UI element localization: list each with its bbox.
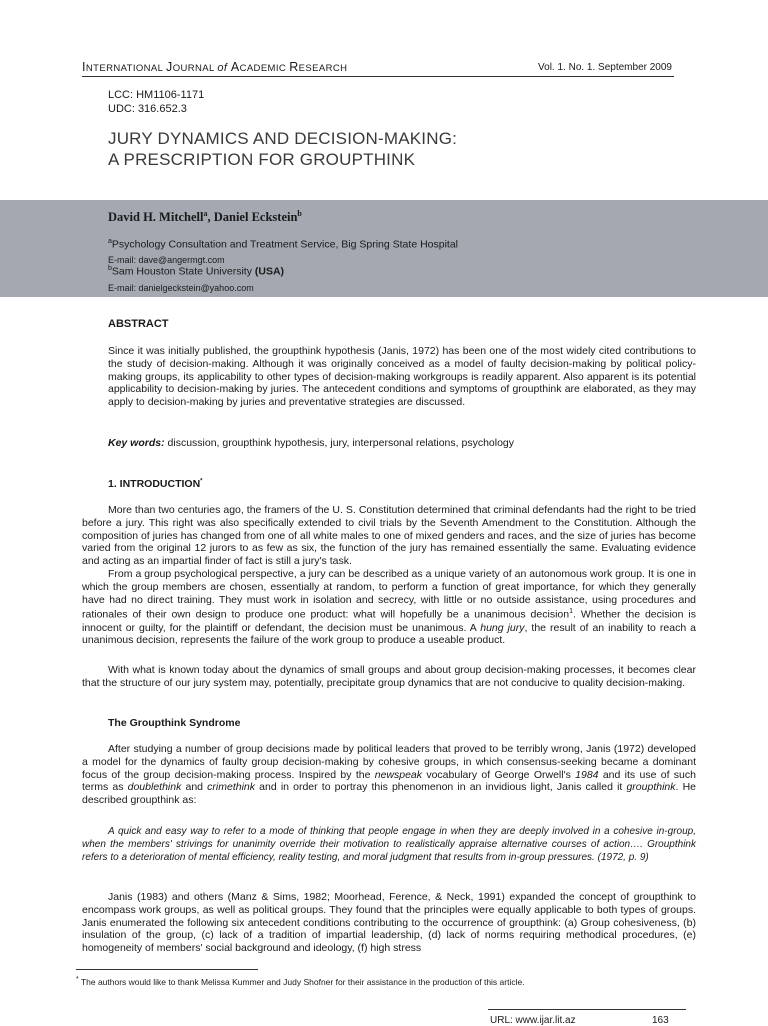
groupthink-paragraph-2: Janis (1983) and others (Manz & Sims, 1982; Moorhead, Ference, & Neck, 1991) expanded the concept of groupthink to encompass work groups, as well as political groups. They found that the principles were equally applicable to both types of groups. Janis enumerated the following six antecedent conditions contributing to the occurrence of groupthink: (a) Group cohesiveness, (b) insulation of the group, (c) lack of a tradition of impartial leadership, (d) lack of norms requiring methodical procedures, (e) homogeneity of members' social background and ideology, (f) high stress	[82, 891, 696, 955]
volume-info: Vol. 1. No. 1. September 2009	[538, 62, 672, 73]
lcc-code: LCC: HM1106-1171	[108, 89, 205, 101]
author-1-sup: a	[203, 209, 208, 218]
gt-p1-c: and its use of such terms as	[82, 768, 696, 794]
journal-name-part: ESEARCH	[298, 63, 348, 74]
journal-name-part: I	[82, 60, 86, 74]
intro-heading	[108, 478, 203, 490]
author-list	[108, 209, 302, 225]
journal-name-part: J	[166, 60, 173, 74]
journal-name	[82, 60, 347, 74]
author-1: David H. Mitchell	[108, 210, 204, 225]
gt-p1-f: . He described groupthink as:	[82, 781, 696, 807]
affiliation-a-text: Psychology Consultation and Treatment Service, Big Spring State Hospital	[111, 238, 459, 251]
journal-name-part: CADEMIC	[239, 63, 290, 74]
intro-paragraph-1: More than two centuries ago, the framers of the U. S. Constitution determined that criminal defendants had the right to be tried before a jury. This right was also specifically extended to civil trials by the Seventh Amendment to the Constitution. Although the composition of juries has changed from one of all white males to one of mixed genders and races, and the size of juries has become varied from the original 12 jurors to as few as six, the function of the jury has remained essentially the same. Evaluating evidence and acting as an impartial finder of fact is still a jury's task.	[82, 504, 696, 568]
journal-name-part: A	[230, 60, 240, 74]
gt-p1-a: After studying a number of group decisions made by political leaders that proved to be terribly wrong, Janis (1972) developed a model for the dynamics of faulty group decision-making by cohesive groups, in which consensus-seeking became a dominant focus of the group decision-making process. Inspired by the	[82, 743, 696, 781]
abstract-text: Since it was initially published, the groupthink hypothesis (Janis, 1972) has been one of the most widely cited contributions to the study of decision-making. Although it was originally conceived as a model of faulty decision-making by political policy-making groups, its applicability to other types of decision-making workgroups is readily apparent. Also apparent is its potential applicability to decision-making by juries. The antecedent conditions and symptoms of groupthink are elaborated, as they may apply to decision-making by juries and preventative strategies are discussed.	[108, 345, 696, 409]
intro-p2-b: . Whether the decision is innocent or guilty, for the plaintiff or defendant, the decision must be unanimous. A	[82, 608, 696, 634]
page-number: 163	[652, 1015, 669, 1026]
gt-p1-d: and	[181, 781, 208, 794]
gt-p1-em5: groupthink	[626, 781, 676, 794]
author-2: Daniel Eckstein	[213, 210, 298, 225]
gt-p1-em3: doublethink	[127, 781, 182, 794]
affiliation-a	[108, 238, 458, 251]
udc-code: UDC: 316.652.3	[108, 103, 187, 115]
intro-p2-a: From a group psychological perspective, a jury can be described as a unique variety of an autonomous work group. It is one in which the group members are chosen, essentially at random, to perform a function of great importance, for which they generally have had no direct training. They must work in isolation and secrecy, with little or no outside assistance, using procedures and rationales of their own design to produce one product: what will hopefully be a unanimous decision	[82, 568, 696, 621]
intro-paragraph-2	[82, 568, 696, 647]
footnote-rule	[76, 969, 258, 970]
gt-p1-em2: 1984	[575, 768, 599, 781]
intro-paragraph-3: With what is known today about the dynamics of small groups and about group decision-making processes, it becomes clear that the structure of our jury system may, potentially, precipitate group dynamics that are not conducive to quality decision-making.	[82, 664, 696, 689]
title-line-2: A PRESCRIPTION FOR GROUPTHINK	[108, 150, 416, 169]
affiliation-b-text: Sam Houston State University	[111, 265, 255, 278]
author-separator: ,	[207, 210, 214, 225]
intro-p2-em: hung jury	[480, 621, 525, 634]
author-2-sup: b	[297, 209, 302, 218]
footnote-sup: *	[76, 976, 79, 983]
groupthink-quote: A quick and easy way to refer to a mode of thinking that people engage in when they are deeply involved in a cohesive in-group, when the members' strivings for unanimity override their motivation to realistically appraise alternative courses of action…. Groupthink refers to a deterioration of mental efficiency, reality testing, and moral judgment that results from in-group pressures. (1972, p. 9)	[82, 826, 696, 863]
header-rule	[82, 76, 674, 77]
affiliation-b-sup: b	[108, 265, 112, 272]
title-line-1: JURY DYNAMICS AND DECISION-MAKING:	[108, 129, 458, 148]
journal-name-part: R	[289, 60, 299, 74]
gt-p1-em1: newspeak	[374, 768, 423, 781]
keywords-text: discussion, groupthink hypothesis, jury, interpersonal relations, psychology	[164, 437, 515, 449]
email-a: E-mail: dave@angermgt.com	[108, 255, 225, 265]
footer-url: URL: www.ijar.lit.az	[490, 1015, 576, 1026]
intro-heading-sup: *	[200, 478, 203, 485]
footer-rule	[488, 1009, 686, 1010]
affiliation-b-country: (USA)	[254, 265, 285, 278]
classification-codes	[108, 88, 204, 116]
paper-title	[108, 128, 457, 170]
intro-p2-sup: 1	[569, 608, 573, 616]
abstract-heading: ABSTRACT	[108, 318, 169, 330]
email-b: E-mail: danielgeckstein@yahoo.com	[108, 283, 254, 293]
keywords-label: Key words:	[108, 437, 165, 449]
gt-p1-b: vocabulary of George Orwell's	[422, 768, 576, 781]
footnote	[76, 976, 525, 987]
footnote-text: The authors would like to thank Melissa Kummer and Judy Shofner for their assistance in the production of this article.	[78, 976, 525, 987]
groupthink-paragraph-1	[82, 743, 696, 807]
intro-p2-c: , the result of an inability to reach a unanimous decision, represents the failure of the work group to produce a useable product.	[82, 621, 696, 647]
keywords	[108, 437, 514, 449]
gt-p1-em4: crimethink	[207, 781, 256, 794]
journal-name-part: NTERNATIONAL	[85, 63, 167, 74]
groupthink-heading: The Groupthink Syndrome	[108, 717, 241, 729]
intro-heading-text: 1. INTRODUCTION	[108, 478, 201, 490]
affiliation-a-sup: a	[108, 238, 112, 245]
journal-name-part: OURNAL	[172, 63, 218, 74]
gt-p1-e: and in order to portray this phenomenon in an invidious light, Janis called it	[255, 781, 627, 794]
affiliation-b	[108, 265, 284, 278]
journal-name-part: of	[217, 62, 231, 74]
